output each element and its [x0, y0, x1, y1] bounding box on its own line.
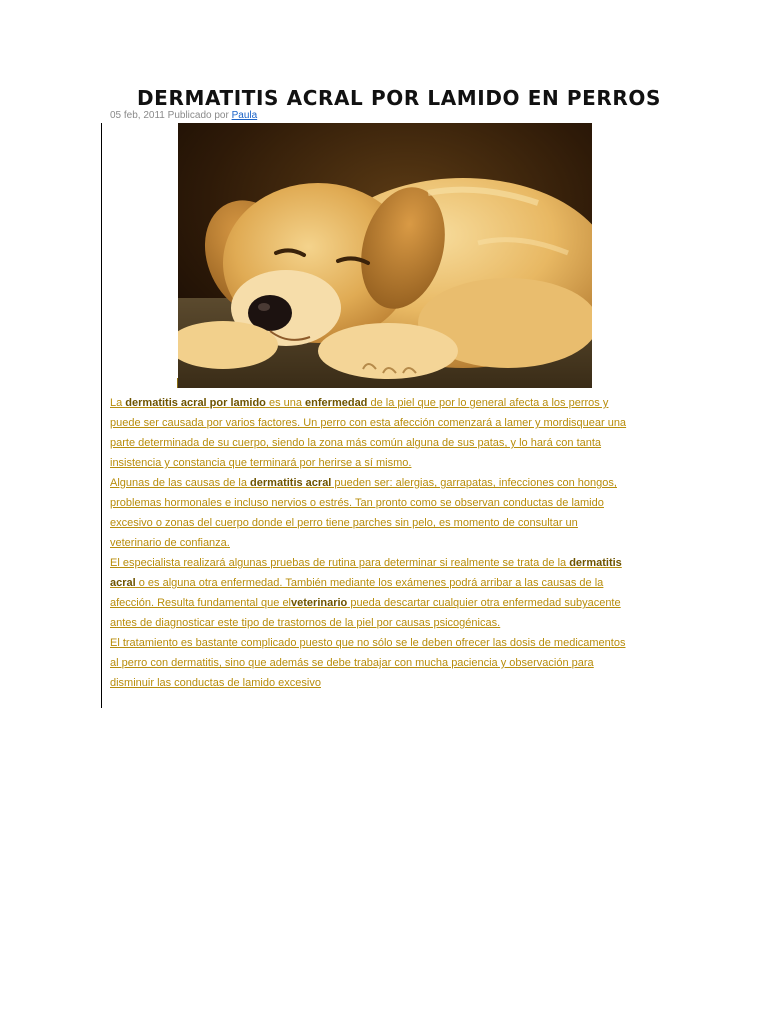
article-byline: [110, 110, 257, 121]
body-line[interactable]: [110, 457, 411, 469]
text-segment[interactable]: puede ser causada por varios factores. Un perro con esta afección comenzará a lamer y mordisquear una: [110, 417, 627, 429]
image-anchor-mark: [177, 378, 178, 388]
body-line[interactable]: [110, 557, 622, 569]
dog-photo: [178, 123, 592, 388]
text-segment[interactable]: El tratamiento es bastante complicado puesto que no sólo se le deben ofrecer las dosis de medicamentos: [110, 637, 626, 649]
keyword-link[interactable]: veterinario: [291, 597, 348, 609]
body-line[interactable]: [110, 477, 617, 489]
paragraph: [110, 553, 666, 633]
keyword-link[interactable]: enfermedad: [305, 397, 368, 409]
body-line[interactable]: [110, 497, 604, 509]
text-segment[interactable]: La: [110, 397, 126, 409]
article-date: 05 feb, 2011: [110, 110, 165, 121]
body-line[interactable]: [110, 677, 321, 689]
dog-photo-illustration: [178, 123, 592, 388]
text-segment[interactable]: pueda descartar cualquier otra enfermedad subyacente: [347, 597, 621, 609]
body-line[interactable]: [110, 577, 603, 589]
author-link[interactable]: Paula: [231, 110, 258, 121]
body-line[interactable]: [110, 417, 626, 429]
body-line[interactable]: [110, 397, 608, 409]
text-segment[interactable]: es una: [265, 397, 306, 409]
paragraph: [110, 473, 666, 553]
article-title: DERMATITIS ACRAL POR LAMIDO EN PERROS: [136, 86, 662, 110]
body-line[interactable]: [110, 437, 601, 449]
keyword-link[interactable]: acral: [110, 577, 136, 589]
text-segment[interactable]: problemas hormonales e incluso nervios o estrés. Tan pronto como se observan conductas de lamido: [110, 497, 604, 509]
body-line[interactable]: [110, 537, 230, 549]
body-line[interactable]: [110, 637, 625, 649]
text-segment[interactable]: antes de diagnosticar este tipo de trastornos de la piel por causas psicogénicas.: [110, 617, 501, 629]
text-segment[interactable]: disminuir las conductas de lamido excesivo: [110, 677, 321, 689]
text-segment[interactable]: insistencia y constancia que terminará por herirse a sí mismo.: [110, 457, 412, 469]
article-body: [110, 393, 666, 693]
text-segment[interactable]: pueden ser: alergias, garrapatas, infecciones con hongos,: [331, 477, 617, 489]
text-segment[interactable]: excesivo o zonas del cuerpo donde el perro tiene parches sin pelo, es momento de consultar un: [110, 517, 578, 529]
text-segment[interactable]: Algunas de las causas de la: [110, 477, 251, 489]
text-segment[interactable]: afección. Resulta fundamental que el: [110, 597, 292, 609]
body-line[interactable]: [110, 517, 578, 529]
keyword-link[interactable]: dermatitis acral por lamido: [125, 397, 266, 409]
keyword-link[interactable]: dermatitis: [569, 557, 622, 569]
published-by-label: Publicado por: [167, 110, 229, 121]
body-line[interactable]: [110, 657, 594, 669]
text-segment[interactable]: de la piel que por lo general afecta a los perros y: [367, 397, 609, 409]
text-segment[interactable]: veterinario de confianza.: [110, 537, 230, 549]
body-line[interactable]: [110, 597, 621, 609]
keyword-link[interactable]: dermatitis acral: [250, 477, 332, 489]
body-line[interactable]: [110, 617, 500, 629]
text-segment[interactable]: parte determinada de su cuerpo, siendo la zona más común alguna de sus patas, y lo hará con tanta: [110, 437, 602, 449]
text-segment[interactable]: o es alguna otra enfermedad. También mediante los exámenes podrá arribar a las causas de la: [135, 577, 604, 589]
text-segment[interactable]: al perro con dermatitis, sino que además se debe trabajar con mucha paciencia y observación para: [110, 657, 594, 669]
text-segment[interactable]: El especialista realizará algunas pruebas de rutina para determinar si realmente se trata de la: [110, 557, 570, 569]
paragraph: [110, 633, 666, 693]
paragraph: [110, 393, 666, 473]
left-margin-rule: [101, 123, 102, 708]
